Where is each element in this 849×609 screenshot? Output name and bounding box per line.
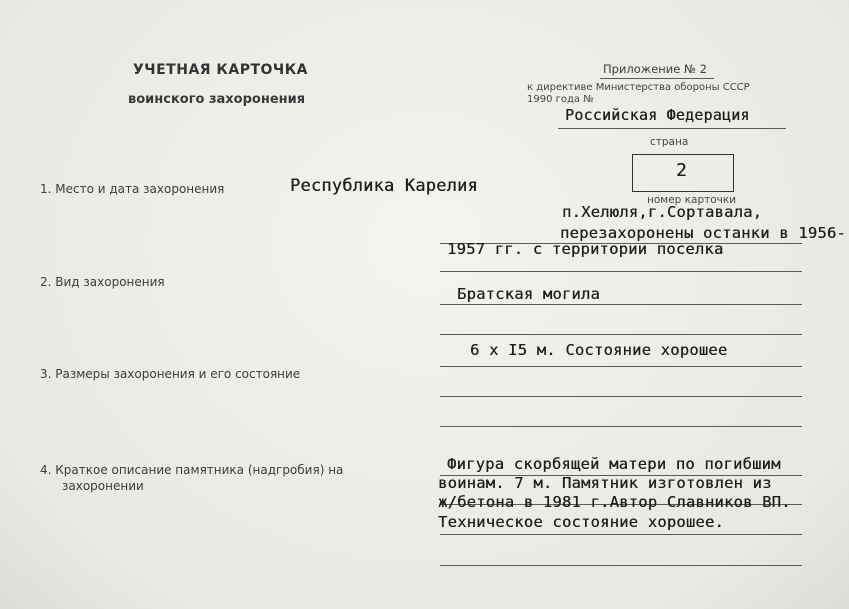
appendix-label: Приложение № 2	[603, 62, 707, 76]
card-subtitle: воинского захоронения	[128, 92, 306, 107]
country-caption: страна	[650, 136, 689, 148]
field-monument-line-3: ж/бетона в 1981 г.Автор Славников ВП.	[438, 493, 791, 511]
field-type-value: Братская могила	[457, 285, 600, 303]
field-place-line-2: перезахоронены останки в 1956-	[560, 224, 846, 242]
field-place-rule-2	[440, 271, 802, 272]
field-size-label: 3. Размеры захоронения и его состояние	[40, 367, 301, 381]
directive-line-2: 1990 года №	[527, 94, 594, 105]
card-title: УЧЕТНАЯ КАРТОЧКА	[133, 62, 309, 78]
field-monument-label-2: захоронении	[62, 479, 144, 493]
field-monument-line-1: Фигура скорбящей матери по погибшим	[447, 455, 781, 473]
field-type-label: 2. Вид захоронения	[40, 275, 165, 289]
field-place-line-3: 1957 гг. с территории поселка	[447, 240, 724, 258]
field-size-rule-1	[440, 366, 802, 367]
field-size-value: 6 х I5 м. Состояние хорошее	[470, 341, 728, 359]
field-monument-line-4: Техническое состояние хорошее.	[438, 513, 724, 531]
directive-line-1: к директиве Министерства обороны СССР	[527, 82, 750, 93]
field-type-rule-2	[440, 334, 802, 335]
card-number-value: 2	[676, 160, 688, 181]
country-underline	[558, 128, 786, 129]
card-number-caption: номер карточки	[647, 194, 737, 206]
field-size-rule-3	[440, 426, 802, 427]
field-place-label: 1. Место и дата захоронения	[40, 182, 225, 196]
field-place-line-1: п.Хелюля,г.Сортавала,	[562, 203, 763, 221]
field-monument-rule-3	[440, 534, 802, 535]
field-type-rule-1	[440, 304, 802, 305]
field-size-rule-2	[440, 396, 802, 397]
field-monument-rule-4	[440, 565, 802, 566]
appendix-underline	[600, 78, 714, 79]
field-place-value-main: Республика Карелия	[290, 176, 478, 196]
field-monument-label-1: 4. Краткое описание памятника (надгробия) на	[40, 463, 344, 477]
field-monument-line-2: воинам. 7 м. Памятник изготовлен из	[438, 474, 772, 492]
country-value: Российская Федерация	[565, 106, 750, 124]
